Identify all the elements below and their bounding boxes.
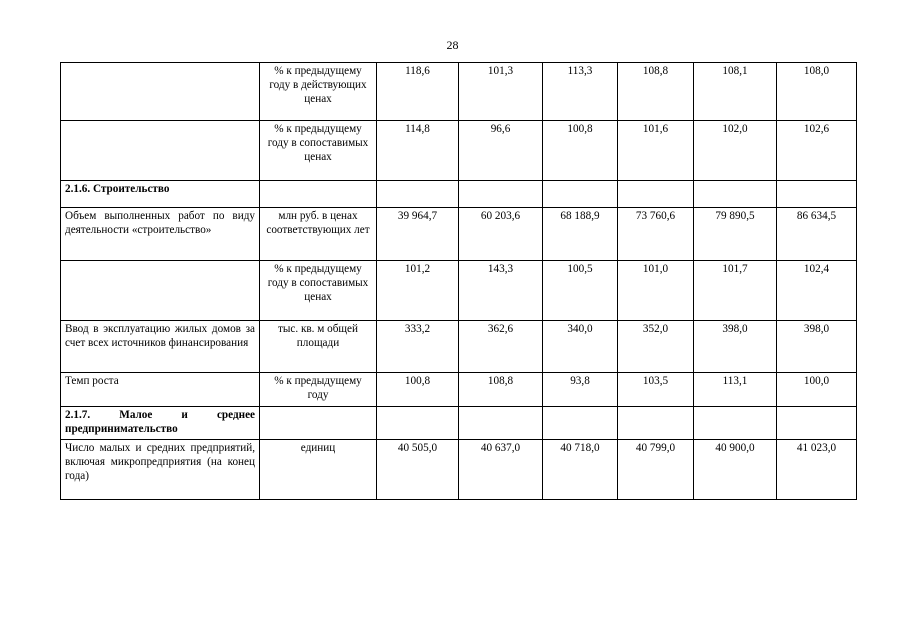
value-cell	[777, 181, 857, 208]
unit-cell: % к предыдущему году в сопоставимых ценах	[260, 261, 377, 321]
value-cell: 101,7	[694, 261, 777, 321]
unit-cell: % к предыдущему году	[260, 373, 377, 407]
value-cell: 101,0	[618, 261, 694, 321]
value-cell: 41 023,0	[777, 440, 857, 500]
value-cell	[618, 407, 694, 440]
table-row	[61, 63, 857, 121]
value-cell: 101,3	[459, 63, 543, 121]
section-heading: 2.1.7. Малое и среднее предпринимательство	[61, 407, 260, 440]
unit-cell	[260, 407, 377, 440]
value-cell: 398,0	[694, 321, 777, 373]
value-cell: 100,0	[777, 373, 857, 407]
value-cell	[777, 407, 857, 440]
value-cell: 100,5	[543, 261, 618, 321]
unit-cell: млн руб. в ценах соответствующих лет	[260, 208, 377, 261]
unit-cell: тыс. кв. м общей площади	[260, 321, 377, 373]
value-cell: 101,2	[377, 261, 459, 321]
section-heading: 2.1.6. Строительство	[61, 181, 260, 208]
table-row	[61, 208, 857, 261]
value-cell: 113,1	[694, 373, 777, 407]
value-cell	[543, 407, 618, 440]
value-cell: 114,8	[377, 121, 459, 181]
page-number: 28	[446, 38, 459, 52]
unit-cell: единиц	[260, 440, 377, 500]
indicator-name	[61, 63, 260, 121]
value-cell	[377, 407, 459, 440]
value-cell	[694, 407, 777, 440]
value-cell: 93,8	[543, 373, 618, 407]
value-cell: 102,6	[777, 121, 857, 181]
value-cell: 108,0	[777, 63, 857, 121]
value-cell	[694, 181, 777, 208]
value-cell: 86 634,5	[777, 208, 857, 261]
value-cell: 40 799,0	[618, 440, 694, 500]
value-cell: 108,8	[459, 373, 543, 407]
value-cell: 40 718,0	[543, 440, 618, 500]
indicator-name	[61, 261, 260, 321]
value-cell: 39 964,7	[377, 208, 459, 261]
value-cell: 68 188,9	[543, 208, 618, 261]
value-cell: 118,6	[377, 63, 459, 121]
value-cell: 352,0	[618, 321, 694, 373]
section-row	[61, 181, 857, 208]
unit-cell	[260, 181, 377, 208]
unit-cell: % к предыдущему году в действующих ценах	[260, 63, 377, 121]
value-cell: 333,2	[377, 321, 459, 373]
value-cell: 40 900,0	[694, 440, 777, 500]
indicator-name: Темп роста	[61, 373, 260, 407]
value-cell: 60 203,6	[459, 208, 543, 261]
value-cell: 73 760,6	[618, 208, 694, 261]
indicators-table	[60, 62, 857, 500]
unit-cell: % к предыдущему году в сопоставимых ценах	[260, 121, 377, 181]
value-cell: 100,8	[543, 121, 618, 181]
value-cell: 100,8	[377, 373, 459, 407]
value-cell: 102,4	[777, 261, 857, 321]
value-cell: 79 890,5	[694, 208, 777, 261]
indicator-name: Ввод в эксплуатацию жилых домов за счет всех источников финансирования	[61, 321, 260, 373]
value-cell: 340,0	[543, 321, 618, 373]
value-cell	[459, 407, 543, 440]
value-cell: 40 505,0	[377, 440, 459, 500]
value-cell: 143,3	[459, 261, 543, 321]
value-cell: 103,5	[618, 373, 694, 407]
value-cell: 113,3	[543, 63, 618, 121]
value-cell	[618, 181, 694, 208]
table-row	[61, 373, 857, 407]
indicator-name	[61, 121, 260, 181]
value-cell: 362,6	[459, 321, 543, 373]
table-row	[61, 440, 857, 500]
table-row	[61, 121, 857, 181]
table-row	[61, 261, 857, 321]
value-cell: 40 637,0	[459, 440, 543, 500]
value-cell	[377, 181, 459, 208]
value-cell: 398,0	[777, 321, 857, 373]
value-cell: 96,6	[459, 121, 543, 181]
value-cell: 102,0	[694, 121, 777, 181]
value-cell	[543, 181, 618, 208]
indicator-name: Число малых и средних предприятий, включая микропредприятия (на конец года)	[61, 440, 260, 500]
value-cell: 108,1	[694, 63, 777, 121]
indicator-name: Объем выполненных работ по виду деятельности «строительство»	[61, 208, 260, 261]
value-cell: 101,6	[618, 121, 694, 181]
value-cell	[459, 181, 543, 208]
table-row	[61, 321, 857, 373]
section-row	[61, 407, 857, 440]
value-cell: 108,8	[618, 63, 694, 121]
